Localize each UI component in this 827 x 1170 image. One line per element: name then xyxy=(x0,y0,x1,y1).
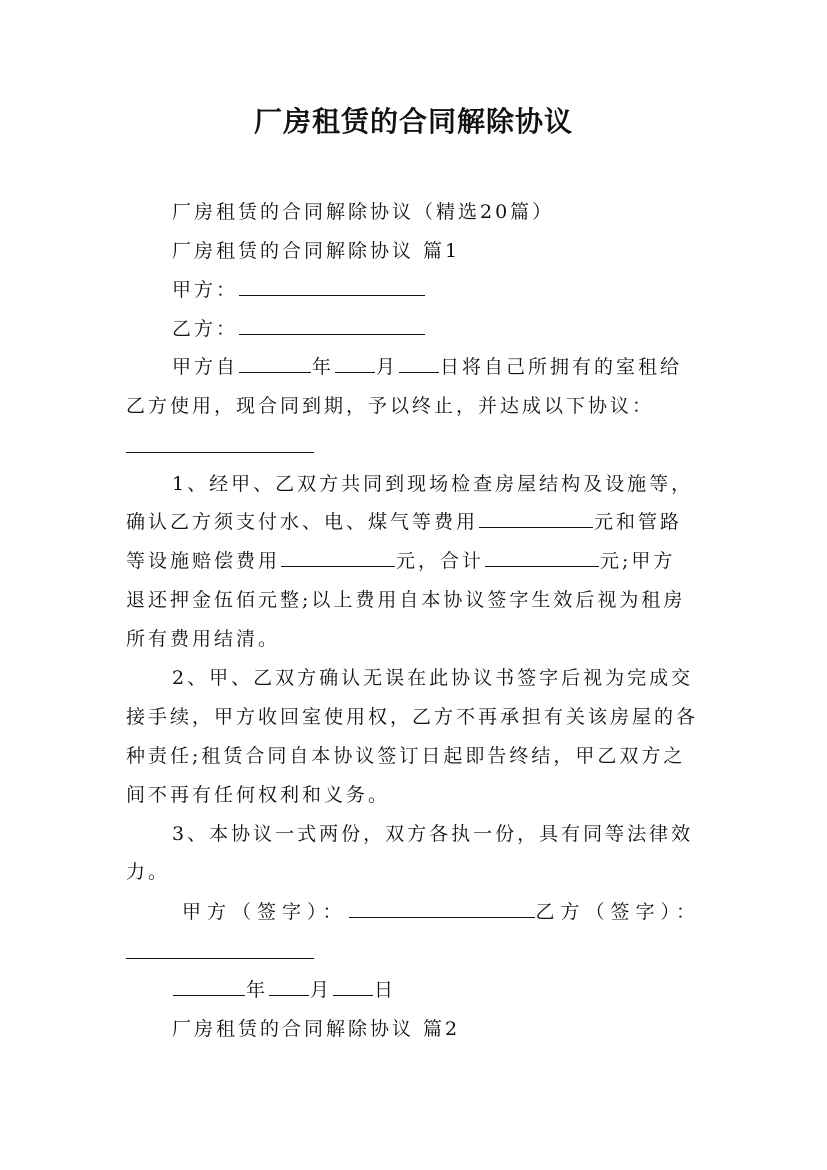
date-month-label: 月 xyxy=(310,979,333,1001)
part1-heading: 厂房租赁的合同解除协议 篇1 xyxy=(172,240,461,262)
intro-trailing-blank xyxy=(126,452,314,453)
clause1-text-a: 确认乙方须支付水、电、煤气等费用 xyxy=(126,511,479,533)
date-year-blank xyxy=(173,975,245,996)
date-day-label: 日 xyxy=(374,979,397,1001)
clause2-line-3: 种责任;租赁合同自本协议签订日起即告终结，甲乙双方之 xyxy=(126,745,686,767)
party-b-label: 乙方： xyxy=(172,318,239,340)
part2-heading: 厂房租赁的合同解除协议 篇2 xyxy=(172,1018,461,1040)
party-a-label: 甲方： xyxy=(172,279,239,301)
intro-text-month: 月 xyxy=(376,356,399,378)
signature-line xyxy=(182,893,701,931)
clause1-line-3 xyxy=(126,542,675,580)
clause1-line-5: 所有费用结清。 xyxy=(126,628,281,650)
total-fee-blank xyxy=(485,546,599,567)
intro-text-a: 甲方自 xyxy=(172,356,239,378)
party-b-signature-blank xyxy=(126,958,314,959)
clause2-line-4: 间不再有任何权利和义务。 xyxy=(126,784,391,806)
party-a-signature-blank xyxy=(349,897,535,918)
clause3-line-1: 3、本协议一式两份，双方各执一份，具有同等法律效 xyxy=(172,823,694,845)
date-line xyxy=(172,971,396,1009)
intro-line-1 xyxy=(172,348,682,386)
date-year-label: 年 xyxy=(246,979,269,1001)
clause3-line-2: 力。 xyxy=(126,861,171,883)
party-b-line xyxy=(172,310,426,348)
intro-month-blank xyxy=(335,352,375,373)
intro-text-d: 日将自己所拥有的室租给 xyxy=(440,356,683,378)
date-day-blank xyxy=(333,975,373,996)
compensation-fee-blank xyxy=(281,546,395,567)
document-subtitle: 厂房租赁的合同解除协议（精选20篇） xyxy=(172,201,555,223)
clause2-line-1: 2、甲、乙双方确认无误在此协议书签字后视为完成交 xyxy=(172,667,694,689)
intro-text-year: 年 xyxy=(312,356,335,378)
clause1-line-2 xyxy=(126,503,682,541)
clause1-line-1: 1、经甲、乙双方共同到现场检查房屋结构及设施等， xyxy=(172,473,694,495)
clause1-line-4: 退还押金伍佰元整;以上费用自本协议签字生效后视为租房 xyxy=(126,589,686,611)
party-b-signature-label: 乙方（签字）： xyxy=(535,901,702,923)
clause1-text-e: 元;甲方 xyxy=(600,550,676,572)
party-a-signature-label: 甲方（签字）： xyxy=(182,901,348,923)
intro-day-blank xyxy=(399,352,439,373)
date-month-blank xyxy=(269,975,309,996)
clause1-text-b: 元和管路 xyxy=(594,511,683,533)
clause1-text-d: 元，合计 xyxy=(396,550,485,572)
party-a-blank xyxy=(239,275,425,296)
intro-year-blank xyxy=(239,352,311,373)
clause1-text-c: 等设施赔偿费用 xyxy=(126,550,281,572)
document-title: 厂房租赁的合同解除协议 xyxy=(253,105,573,138)
intro-line-2: 乙方使用，现合同到期，予以终止，并达成以下协议： xyxy=(126,395,655,417)
party-a-line xyxy=(172,271,426,309)
clause2-line-2: 接手续，甲方收回室使用权，乙方不再承担有关该房屋的各 xyxy=(126,706,699,728)
utility-fee-blank xyxy=(479,507,593,528)
party-b-blank xyxy=(239,314,425,335)
